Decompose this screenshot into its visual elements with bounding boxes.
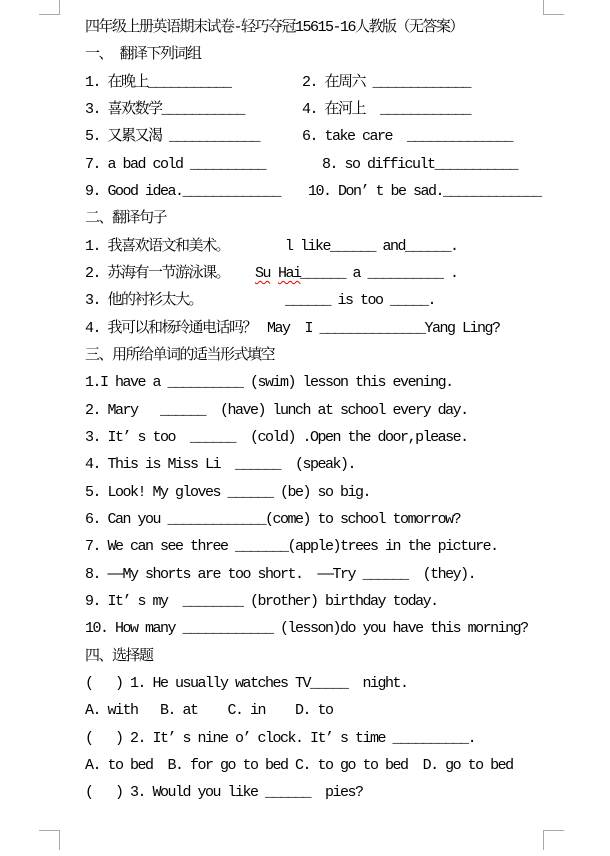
text-segment: 2. 在周六 _____________: [302, 73, 471, 91]
text-line: [0, 287, 610, 315]
text-segment: 3. It’ s too ______ (cold) .Open the door,please.: [85, 428, 468, 446]
text-segment: 1. 我喜欢语文和美术。: [85, 237, 230, 255]
text-segment: A. with B. at C. in D. to: [85, 702, 333, 720]
text-line: [0, 342, 610, 370]
text-line: [0, 779, 610, 807]
text-segment: l like______ and______.: [285, 237, 458, 255]
text-segment: 9. It’ s my ________ (brother) birthday today.: [85, 592, 438, 610]
text-line: [0, 14, 610, 42]
text-segment: 10. Don’ t be sad._____________: [308, 182, 541, 200]
text-line: [0, 725, 610, 753]
text-segment: ______ a __________ .: [300, 264, 458, 282]
text-line: [0, 643, 610, 671]
text-segment: 5. 又累又渴 ____________: [85, 128, 260, 146]
text-segment: ( ) 3. Would you like ______ pies?: [85, 784, 363, 802]
text-line: [0, 260, 610, 288]
text-line: [0, 479, 610, 507]
text-line: [0, 41, 610, 69]
text-segment: May I ______________Yang Ling?: [267, 319, 500, 337]
text-line: [0, 588, 610, 616]
text-line: [0, 451, 610, 479]
text-segment: 8. so difficult___________: [322, 155, 518, 173]
text-segment: 1. 在晚上___________: [85, 73, 231, 91]
spellcheck-word: Hai: [278, 264, 301, 282]
text-line: [0, 123, 610, 151]
text-segment: 3. 他的衬衫太大。: [85, 292, 203, 310]
text-segment: 8. ——My shorts are too short. ——Try ______ (they).: [85, 565, 476, 583]
text-segment: 4. This is Miss Li ______ (speak).: [85, 456, 356, 474]
text-segment: 4. 在河上 ____________: [302, 100, 471, 118]
text-line: [0, 506, 610, 534]
spellcheck-word: Su: [255, 264, 271, 282]
text-segment: 一、 翻译下列词组: [85, 46, 201, 64]
text-segment: 4. 我可以和杨玲通电话吗？: [85, 319, 257, 337]
text-segment: 二、翻译句子: [85, 210, 167, 228]
text-segment: 3. 喜欢数学___________: [85, 100, 245, 118]
text-segment: 10. How many ____________ (lesson)do you have this morning?: [85, 620, 528, 638]
text-line: [0, 69, 610, 97]
text-segment: ( ) 1. He usually watches TV_____ night.: [85, 674, 408, 692]
text-segment: 6. take care ______________: [302, 128, 513, 146]
text-line: [0, 96, 610, 124]
text-segment: 三、用所给单词的适当形式填空: [85, 346, 275, 364]
text-segment: ______ is too _____.: [285, 292, 436, 310]
text-line: [0, 424, 610, 452]
text-line: [0, 315, 610, 343]
text-line: [0, 151, 610, 179]
text-segment: 1.I have a __________ (swim) lesson this evening.: [85, 374, 453, 392]
text-line: [0, 615, 610, 643]
text-segment: 7. We can see three _______(apple)trees in the picture.: [85, 538, 498, 556]
text-segment: 2. Mary ______ (have) lunch at school every day.: [85, 401, 468, 419]
text-segment: 四年级上册英语期末试卷-轻巧夺冠15615-16人教版（无答案）: [85, 19, 464, 36]
text-segment: A. to bed B. for go to bed C. to go to bed D. go to bed: [85, 756, 513, 774]
text-segment: 9. Good idea._____________: [85, 182, 281, 200]
text-line: [0, 561, 610, 589]
text-line: [0, 205, 610, 233]
text-line: [0, 752, 610, 780]
text-line: [0, 233, 610, 261]
text-segment: 四、选择题: [85, 647, 153, 665]
text-line: [0, 533, 610, 561]
text-segment: 2. 苏海有一节游泳课。: [85, 264, 230, 282]
text-line: [0, 397, 610, 425]
text-segment: 7. a bad cold __________: [85, 155, 266, 173]
text-line: [0, 178, 610, 206]
text-segment: ( ) 2. It’ s nine o’ clock. It’ s time __________.: [85, 729, 476, 747]
text-line: [0, 670, 610, 698]
text-segment: 5. Look! My gloves ______ (be) so big.: [85, 483, 371, 501]
text-line: [0, 697, 610, 725]
text-line: [0, 369, 610, 397]
text-segment: 6. Can you _____________(come) to school tomorrow?: [85, 510, 461, 528]
